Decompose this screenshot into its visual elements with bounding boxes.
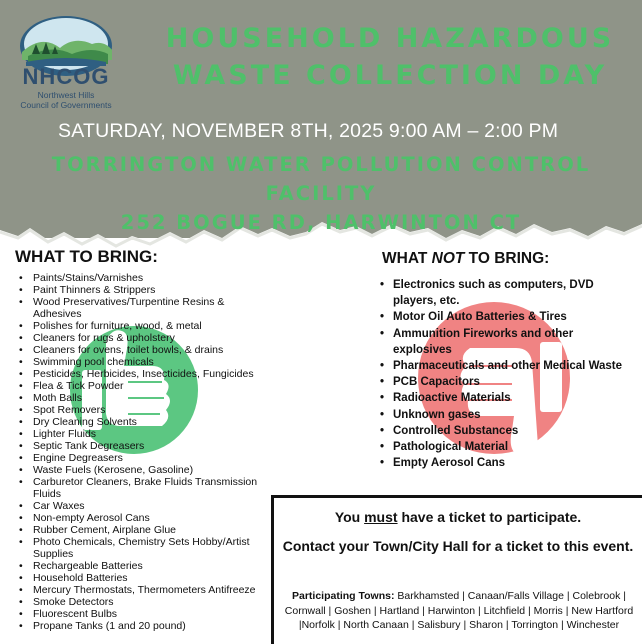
bring-item: • Fluorescent Bulbs	[15, 608, 269, 620]
not-bring-item: • PCB Capacitors	[377, 374, 632, 390]
bring-item: • Mercury Thermostats, Thermometers Antifreeze	[15, 584, 269, 596]
bring-item: • Household Batteries	[15, 572, 269, 584]
bring-item: • Septic Tank Degreasers	[15, 440, 269, 452]
not-bring-item: • Pharmaceuticals and other Medical Waste	[377, 358, 632, 374]
bring-item: • Flea & Tick Powder	[15, 380, 269, 392]
bring-item: • Lighter Fluids	[15, 428, 269, 440]
bring-item: • Non-empty Aerosol Cans	[15, 512, 269, 524]
bring-item: • Photo Chemicals, Chemistry Sets Hobby/Artist Supplies	[15, 536, 269, 560]
not-bring-item: • Controlled Substances	[377, 423, 632, 439]
not-heading-emphasis: NOT	[431, 250, 465, 267]
not-bring-item: • Motor Oil Auto Batteries & Tires	[377, 309, 632, 325]
not-bring-item: • Ammunition Fireworks and other explosives	[377, 326, 632, 358]
bring-item: • Smoke Detectors	[15, 596, 269, 608]
not-bring-item: • Empty Aerosol Cans	[377, 455, 632, 471]
bring-item: • Carburetor Cleaners, Brake Fluids Transmission Fluids	[15, 476, 269, 500]
event-title	[140, 20, 640, 94]
not-bring-item: • Pathological Material	[377, 439, 632, 455]
what-to-bring-heading: WHAT TO BRING:	[15, 247, 158, 266]
bring-item: • Paint Thinners & Strippers	[15, 284, 269, 296]
what-not-to-bring-heading	[382, 250, 549, 268]
event-date: SATURDAY, NOVEMBER 8TH, 2025 9:00 AM – 2:00 PM	[58, 120, 559, 142]
bring-item: • Engine Degreasers	[15, 452, 269, 464]
ticket-line-post: have a ticket to participate.	[397, 509, 582, 525]
bring-item: • Wood Preservatives/Turpentine Resins & Adhesives	[15, 296, 269, 320]
bring-item: • Waste Fuels (Kerosene, Gasoline)	[15, 464, 269, 476]
bring-item: • Polishes for furniture, wood, & metal	[15, 320, 269, 332]
bring-item: • Rubber Cement, Airplane Glue	[15, 524, 269, 536]
logo-subtitle-1: Northwest Hills	[37, 90, 95, 100]
bring-item: • Spot Removers	[15, 404, 269, 416]
what-not-to-bring-list	[377, 277, 632, 471]
bring-item: • Dry Cleaning Solvents	[15, 416, 269, 428]
not-heading-post: TO BRING:	[464, 250, 550, 267]
bring-item: • Cleaners for rugs & upholstery	[15, 332, 269, 344]
bring-item: • Paints/Stains/Varnishes	[15, 272, 269, 284]
event-venue	[0, 150, 642, 237]
ticket-line-pre: You	[334, 509, 365, 525]
logo-name: NHCOG	[22, 64, 110, 89]
ticket-requirement	[274, 509, 642, 525]
venue-name: TORRINGTON WATER POLLUTION CONTROL FACILITY	[51, 153, 591, 205]
not-bring-item: • Unknown gases	[377, 407, 632, 423]
not-bring-item: • Electronics such as computers, DVD players, etc.	[377, 277, 632, 309]
venue-address: 252 BOGUE RD, HARWINTON CT	[120, 211, 522, 234]
not-bring-item: • Radioactive Materials	[377, 390, 632, 406]
title-line-2: WASTE COLLECTION DAY	[172, 60, 608, 91]
towns-list: Barkhamsted | Canaan/Falls Village | Colebrook | Cornwall | Goshen | Hartland | Harwinton | Litchfield | Morris | New Hartford |Norfolk | North Canaan | Salisbury | Sharon | Torrington | Winchester	[284, 590, 634, 631]
bring-item: • Pesticides, Herbicides, Insecticides, Fungicides	[15, 368, 269, 380]
logo-text	[12, 64, 120, 110]
ticket-line-emphasis: must	[364, 509, 398, 525]
participating-towns	[284, 589, 634, 633]
bring-item: • Car Waxes	[15, 500, 269, 512]
not-heading-pre: WHAT	[382, 250, 432, 267]
bring-item: • Cleaners for ovens, toilet bowls, & drains	[15, 344, 269, 356]
bring-item: • Moth Balls	[15, 392, 269, 404]
ticket-contact: Contact your Town/City Hall for a ticket to this event.	[282, 538, 634, 554]
bring-item: • Rechargeable Batteries	[15, 560, 269, 572]
title-line-1: HOUSEHOLD HAZARDOUS	[165, 23, 615, 54]
bring-item: • Propane Tanks (1 and 20 pound)	[15, 620, 269, 632]
logo-subtitle-2: Council of Governments	[20, 100, 112, 110]
towns-label: Participating Towns:	[291, 590, 395, 602]
what-to-bring-list	[15, 272, 269, 632]
bring-item: • Swimming pool chemicals	[15, 356, 269, 368]
ticket-info-box	[271, 495, 642, 644]
